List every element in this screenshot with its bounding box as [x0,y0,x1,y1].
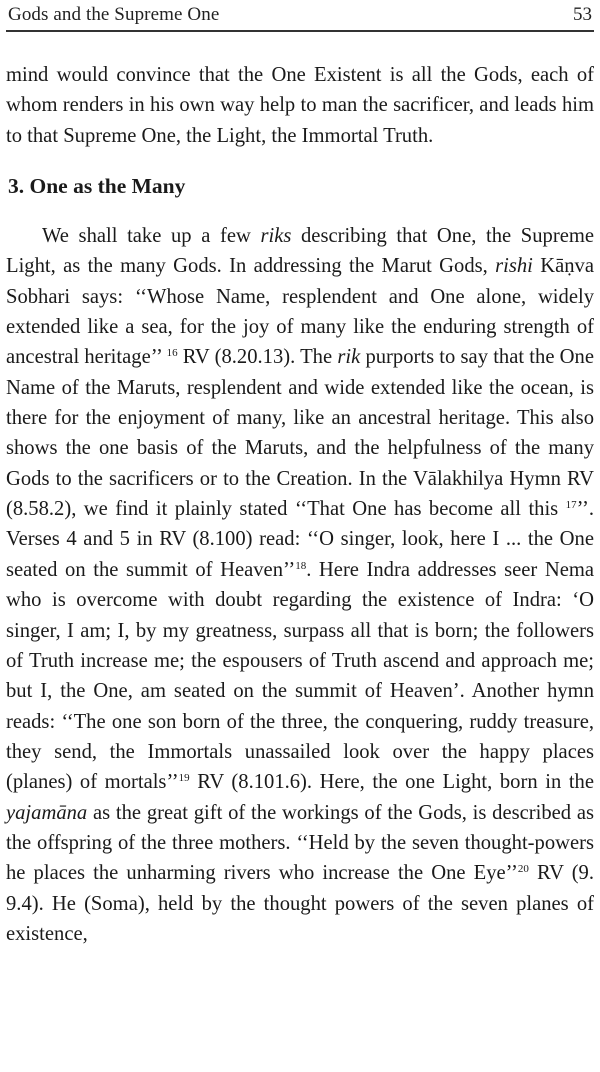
text-run: RV (8.101.6). Here, the one Light, born in the [189,771,594,794]
text-run: RV (9. 9.4). He (Soma), held by the thought powers of the seven planes of existence, [6,862,594,945]
running-head-title: Gods and the Supreme One [8,4,220,25]
text-run: ’’. Verses 4 and 5 in RV (8.100) read: ‘‘O singer, look, here I ... the One seated on the summit of Heaven’’ [6,498,594,581]
paragraph-continued: mind would convince that the One Existent is all the Gods, each of whom renders in his own way help to man the sacrificer, and leads him to that Supreme One, the Light, the Immortal Truth. [6,64,594,147]
text-run: as the great gift of the workings of the Gods, is described as the offspring of the three mothers. ‘‘Held by the seven thought-powers he places the unharming rivers who increase the One Eye’’ [6,801,594,885]
footnote-ref-19: 19 [178,772,190,785]
text-run: RV (8.20.13). The [177,346,338,369]
footnote-ref-18: 18 [295,559,307,572]
footnote-ref-16: 16 [166,347,178,360]
header-rule [6,30,594,32]
italic-term-rishi: rishi [495,255,533,278]
italic-term-riks: riks [260,225,292,248]
text-run: Kāṇva Sobhari says: ‘‘Whose Name, resplendent and One alone, widely extended like a sea, for the joy of many like the enduring strength of ancestral heritage’’ [6,255,594,369]
italic-term-yajamana: yajamāna [6,801,88,824]
text-run: . Here Indra addresses seer Nema who is overcome with doubt regarding the existence of Indra: ‘O singer, I am; I, by my greatness, surpass all that is born; the followers of Truth increase me; the espousers of Truth ascend and approach me; but I, the One, am seated on the summit of Heaven’. Another hymn reads: ‘‘The one son born of the three, the conquering, ruddy treasure, they send, the Immortals unassailed look over the happy places (planes) of mortals’’ [6,558,594,794]
running-head [6,0,594,30]
section-heading: 3. One as the Many [8,174,186,199]
footnote-ref-17: 17 [565,499,577,512]
page-number: 53 [573,4,592,25]
paragraph-one-as-the-many [6,221,594,949]
text-run: purports to say that the One Name of the Maruts, resplendent and wide extended like the ocean, is there for the enjoyment of many, like an ancestral heritage. This also shows the one basis of the Maruts, and the helpfulness of the many Gods to the sacrificers or to the Creation. In the Vālakhilya Hymn RV (8.58.2), we find it plainly stated ‘‘That One has become all this [6,346,594,521]
text-run: describing that One, the Supreme Light, as the many Gods. In addressing the Marut Gods, [6,225,594,278]
italic-term-rik: rik [337,346,361,369]
footnote-ref-20: 20 [517,863,529,876]
text-run: We shall take up a few [42,225,261,248]
